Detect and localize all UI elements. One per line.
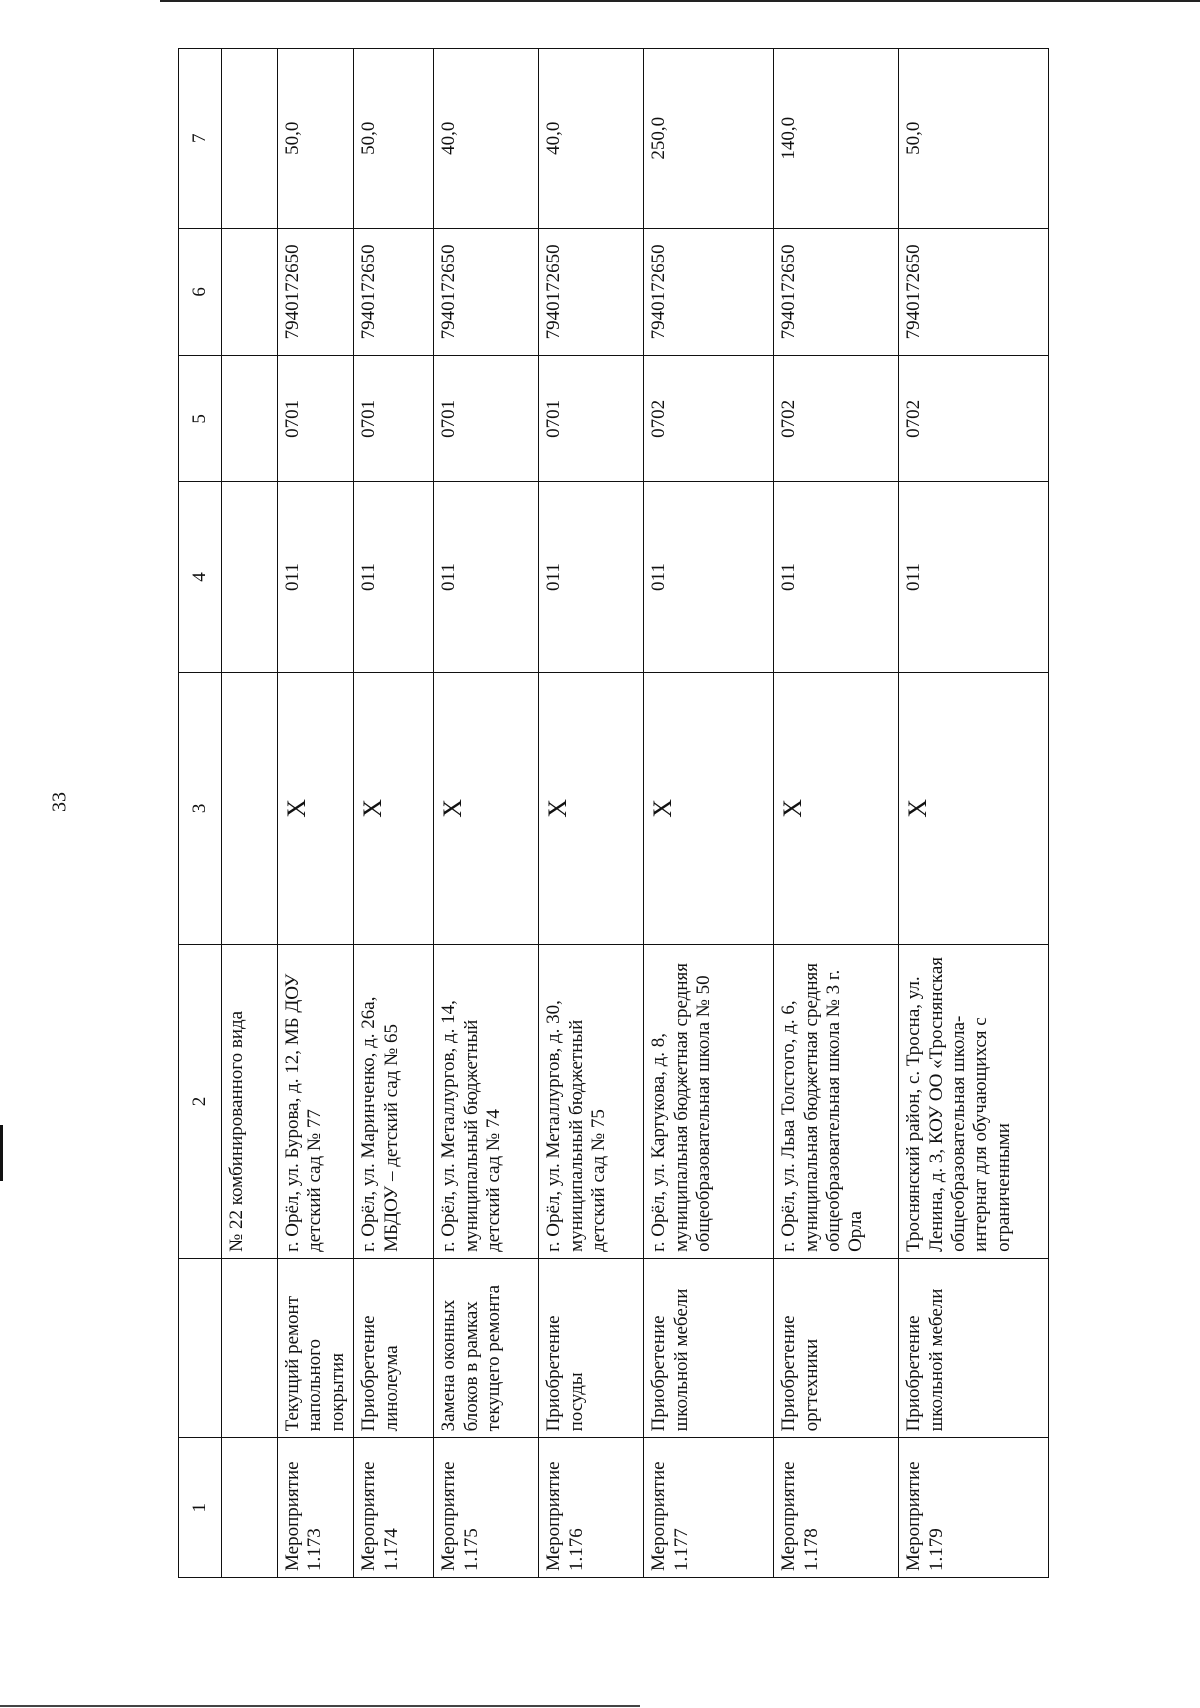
table-header-cell: 5 xyxy=(179,356,222,482)
scan-mark-left xyxy=(0,1125,3,1181)
table-body xyxy=(179,49,1049,1578)
document-table xyxy=(178,48,1049,1578)
code4-cell: 011 xyxy=(899,482,1049,672)
mark-cell: X xyxy=(899,672,1049,945)
table-row xyxy=(278,49,354,1578)
code5-cell: 0701 xyxy=(354,356,434,482)
code4-cell: 011 xyxy=(774,482,899,672)
code5-cell: 0701 xyxy=(434,356,539,482)
address-cell: г. Орёл, ул. Металлургов, д. 14, муниципальный бюджетный детский сад № 74 xyxy=(434,945,539,1259)
name-cell: Замена оконных блоков в рамках текущего ремонта xyxy=(434,1258,539,1437)
mark-cell: X xyxy=(539,672,644,945)
table-header-cell: 3 xyxy=(179,672,222,945)
code6-cell: 7940172650 xyxy=(278,228,354,356)
mark-cell: X xyxy=(278,672,354,945)
address-cell: г. Орёл, ул. Маринченко, д. 26а, МБДОУ – детский сад № 65 xyxy=(354,945,434,1259)
table-cell xyxy=(222,1258,278,1437)
code4-cell: 011 xyxy=(354,482,434,672)
name-cell: Приобретение линолеума xyxy=(354,1258,434,1437)
code5-cell: 0702 xyxy=(899,356,1049,482)
amount-cell: 50,0 xyxy=(278,49,354,229)
code6-cell: 7940172650 xyxy=(434,228,539,356)
table-cell: № 22 комбинированного вида xyxy=(222,945,278,1259)
scan-edge-top xyxy=(160,0,1200,2)
table-header-row xyxy=(179,49,222,1578)
table-header-cell xyxy=(179,1258,222,1437)
amount-cell: 250,0 xyxy=(644,49,774,229)
table-row xyxy=(899,49,1049,1578)
table-row xyxy=(434,49,539,1578)
address-cell: г. Орёл, ул. Льва Толстого, д. 6, муниципальная бюджетная средняя общеобразовательная школа № 3 г. Орла xyxy=(774,945,899,1259)
amount-cell: 140,0 xyxy=(774,49,899,229)
code4-cell: 011 xyxy=(278,482,354,672)
name-cell: Приобретение школьной мебели xyxy=(899,1258,1049,1437)
event-cell: Мероприятие 1.176 xyxy=(539,1438,644,1578)
table-header-cell: 7 xyxy=(179,49,222,229)
event-cell: Мероприятие 1.173 xyxy=(278,1438,354,1578)
table-cell xyxy=(222,1438,278,1578)
scan-edge-bottom xyxy=(0,1705,640,1707)
amount-cell: 50,0 xyxy=(354,49,434,229)
table-row xyxy=(354,49,434,1578)
code4-cell: 011 xyxy=(434,482,539,672)
table-header-cell: 6 xyxy=(179,228,222,356)
table-cell xyxy=(222,482,278,672)
code5-cell: 0701 xyxy=(539,356,644,482)
mark-cell: X xyxy=(644,672,774,945)
address-cell: Троснянский район, с. Тросна, ул. Ленина, д. 3, КОУ ОО «Троснянская общеобразовательная школа-интернат для обучающихся с ограниченными xyxy=(899,945,1049,1259)
code5-cell: 0702 xyxy=(774,356,899,482)
code4-cell: 011 xyxy=(644,482,774,672)
code6-cell: 7940172650 xyxy=(899,228,1049,356)
event-cell: Мероприятие 1.175 xyxy=(434,1438,539,1578)
code6-cell: 7940172650 xyxy=(774,228,899,356)
table-header-cell: 1 xyxy=(179,1438,222,1578)
table-row xyxy=(774,49,899,1578)
amount-cell: 40,0 xyxy=(434,49,539,229)
event-cell: Мероприятие 1.177 xyxy=(644,1438,774,1578)
event-cell: Мероприятие 1.178 xyxy=(774,1438,899,1578)
address-cell: г. Орёл, ул. Металлургов, д. 30, муниципальный бюджетный детский сад № 75 xyxy=(539,945,644,1259)
table-cell xyxy=(222,356,278,482)
table-header-cell: 4 xyxy=(179,482,222,672)
code5-cell: 0702 xyxy=(644,356,774,482)
event-cell: Мероприятие 1.179 xyxy=(899,1438,1049,1578)
table-header-cell: 2 xyxy=(179,945,222,1259)
table-row xyxy=(644,49,774,1578)
code6-cell: 7940172650 xyxy=(644,228,774,356)
address-cell: г. Орёл, ул. Картукова, д. 8, муниципальная бюджетная средняя общеобразовательная школа № 50 xyxy=(644,945,774,1259)
code4-cell: 011 xyxy=(539,482,644,672)
code6-cell: 7940172650 xyxy=(539,228,644,356)
name-cell: Приобретение посуды xyxy=(539,1258,644,1437)
name-cell: Текущий ремонт напольного покрытия xyxy=(278,1258,354,1437)
event-cell: Мероприятие 1.174 xyxy=(354,1438,434,1578)
mark-cell: X xyxy=(774,672,899,945)
document-table-container xyxy=(178,48,1027,1578)
name-cell: Приобретение школьной мебели xyxy=(644,1258,774,1437)
table-continuation-row xyxy=(222,49,278,1578)
table-cell xyxy=(222,672,278,945)
amount-cell: 50,0 xyxy=(899,49,1049,229)
table-cell xyxy=(222,228,278,356)
code5-cell: 0701 xyxy=(278,356,354,482)
mark-cell: X xyxy=(434,672,539,945)
code6-cell: 7940172650 xyxy=(354,228,434,356)
table-row xyxy=(539,49,644,1578)
table-cell xyxy=(222,49,278,229)
amount-cell: 40,0 xyxy=(539,49,644,229)
page-number: 33 xyxy=(48,792,71,812)
name-cell: Приобретение оргтехники xyxy=(774,1258,899,1437)
mark-cell: X xyxy=(354,672,434,945)
address-cell: г. Орёл, ул. Бурова, д. 12, МБ ДОУ детский сад № 77 xyxy=(278,945,354,1259)
